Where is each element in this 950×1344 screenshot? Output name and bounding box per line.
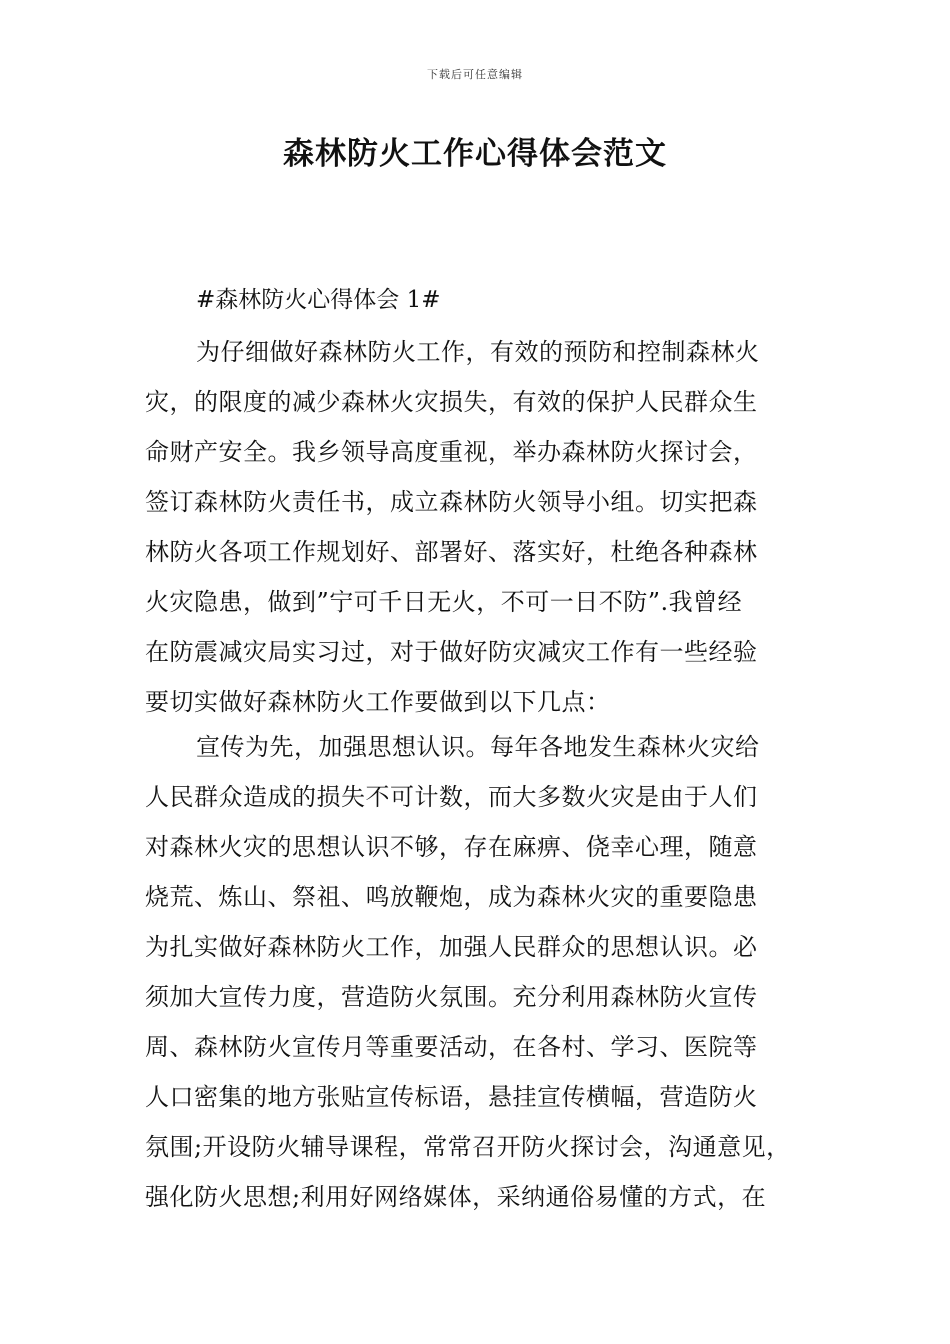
paragraph-line: 为仔细做好森林防火工作，有效的预防和控制森林火 — [196, 338, 760, 366]
paragraph-line: 灾，的限度的减少森林火灾损失，有效的保护人民群众生 — [145, 388, 758, 416]
paragraph-line: 人口密集的地方张贴宣传标语，悬挂宣传横幅，营造防火 — [145, 1083, 758, 1111]
header-note: 下载后可任意编辑 — [427, 68, 523, 81]
paragraph-line: 强化防火思想;利用好网络媒体，采纳通俗易懂的方式，在 — [145, 1183, 767, 1211]
paragraph-intro — [145, 327, 835, 727]
paragraph-line: 人民群众造成的损失不可计数，而大多数火灾是由于人们 — [145, 783, 758, 811]
paragraph-publicity — [145, 722, 835, 1222]
paragraph-line: 火灾隐患，做到”宁可千日无火，不可一日不防”.我曾经 — [145, 588, 743, 616]
paragraph-line: 要切实做好森林防火工作要做到以下几点： — [145, 688, 611, 716]
paragraph-line: 为扎实做好森林防火工作，加强人民群众的思想认识。必 — [145, 933, 758, 961]
paragraph-line: 林防火各项工作规划好、部署好、落实好，杜绝各种森林 — [145, 538, 758, 566]
paragraph-line: 氛围;开设防火辅导课程，常常召开防火探讨会，沟通意见， — [145, 1133, 791, 1161]
paragraph-line: 命财产安全。我乡领导高度重视，举办森林防火探讨会， — [145, 438, 758, 466]
paragraph-line: 在防震减灾局实习过，对于做好防灾减灾工作有一些经验 — [145, 638, 758, 666]
paragraph-line: 烧荒、炼山、祭祖、鸣放鞭炮，成为森林火灾的重要隐患 — [145, 883, 758, 911]
paragraph-line: 签订森林防火责任书，成立森林防火领导小组。切实把森 — [145, 488, 758, 516]
section-heading: #森林防火心得体会 1# — [196, 287, 441, 313]
paragraph-line: 宣传为先，加强思想认识。每年各地发生森林火灾给 — [196, 733, 760, 761]
paragraph-line: 对森林火灾的思想认识不够，存在麻痹、侥幸心理，随意 — [145, 833, 758, 861]
paragraph-line: 须加大宣传力度，营造防火氛围。充分利用森林防火宣传 — [145, 983, 758, 1011]
document-title: 森林防火工作心得体会范文 — [283, 136, 667, 172]
paragraph-line: 周、森林防火宣传月等重要活动，在各村、学习、医院等 — [145, 1033, 758, 1061]
